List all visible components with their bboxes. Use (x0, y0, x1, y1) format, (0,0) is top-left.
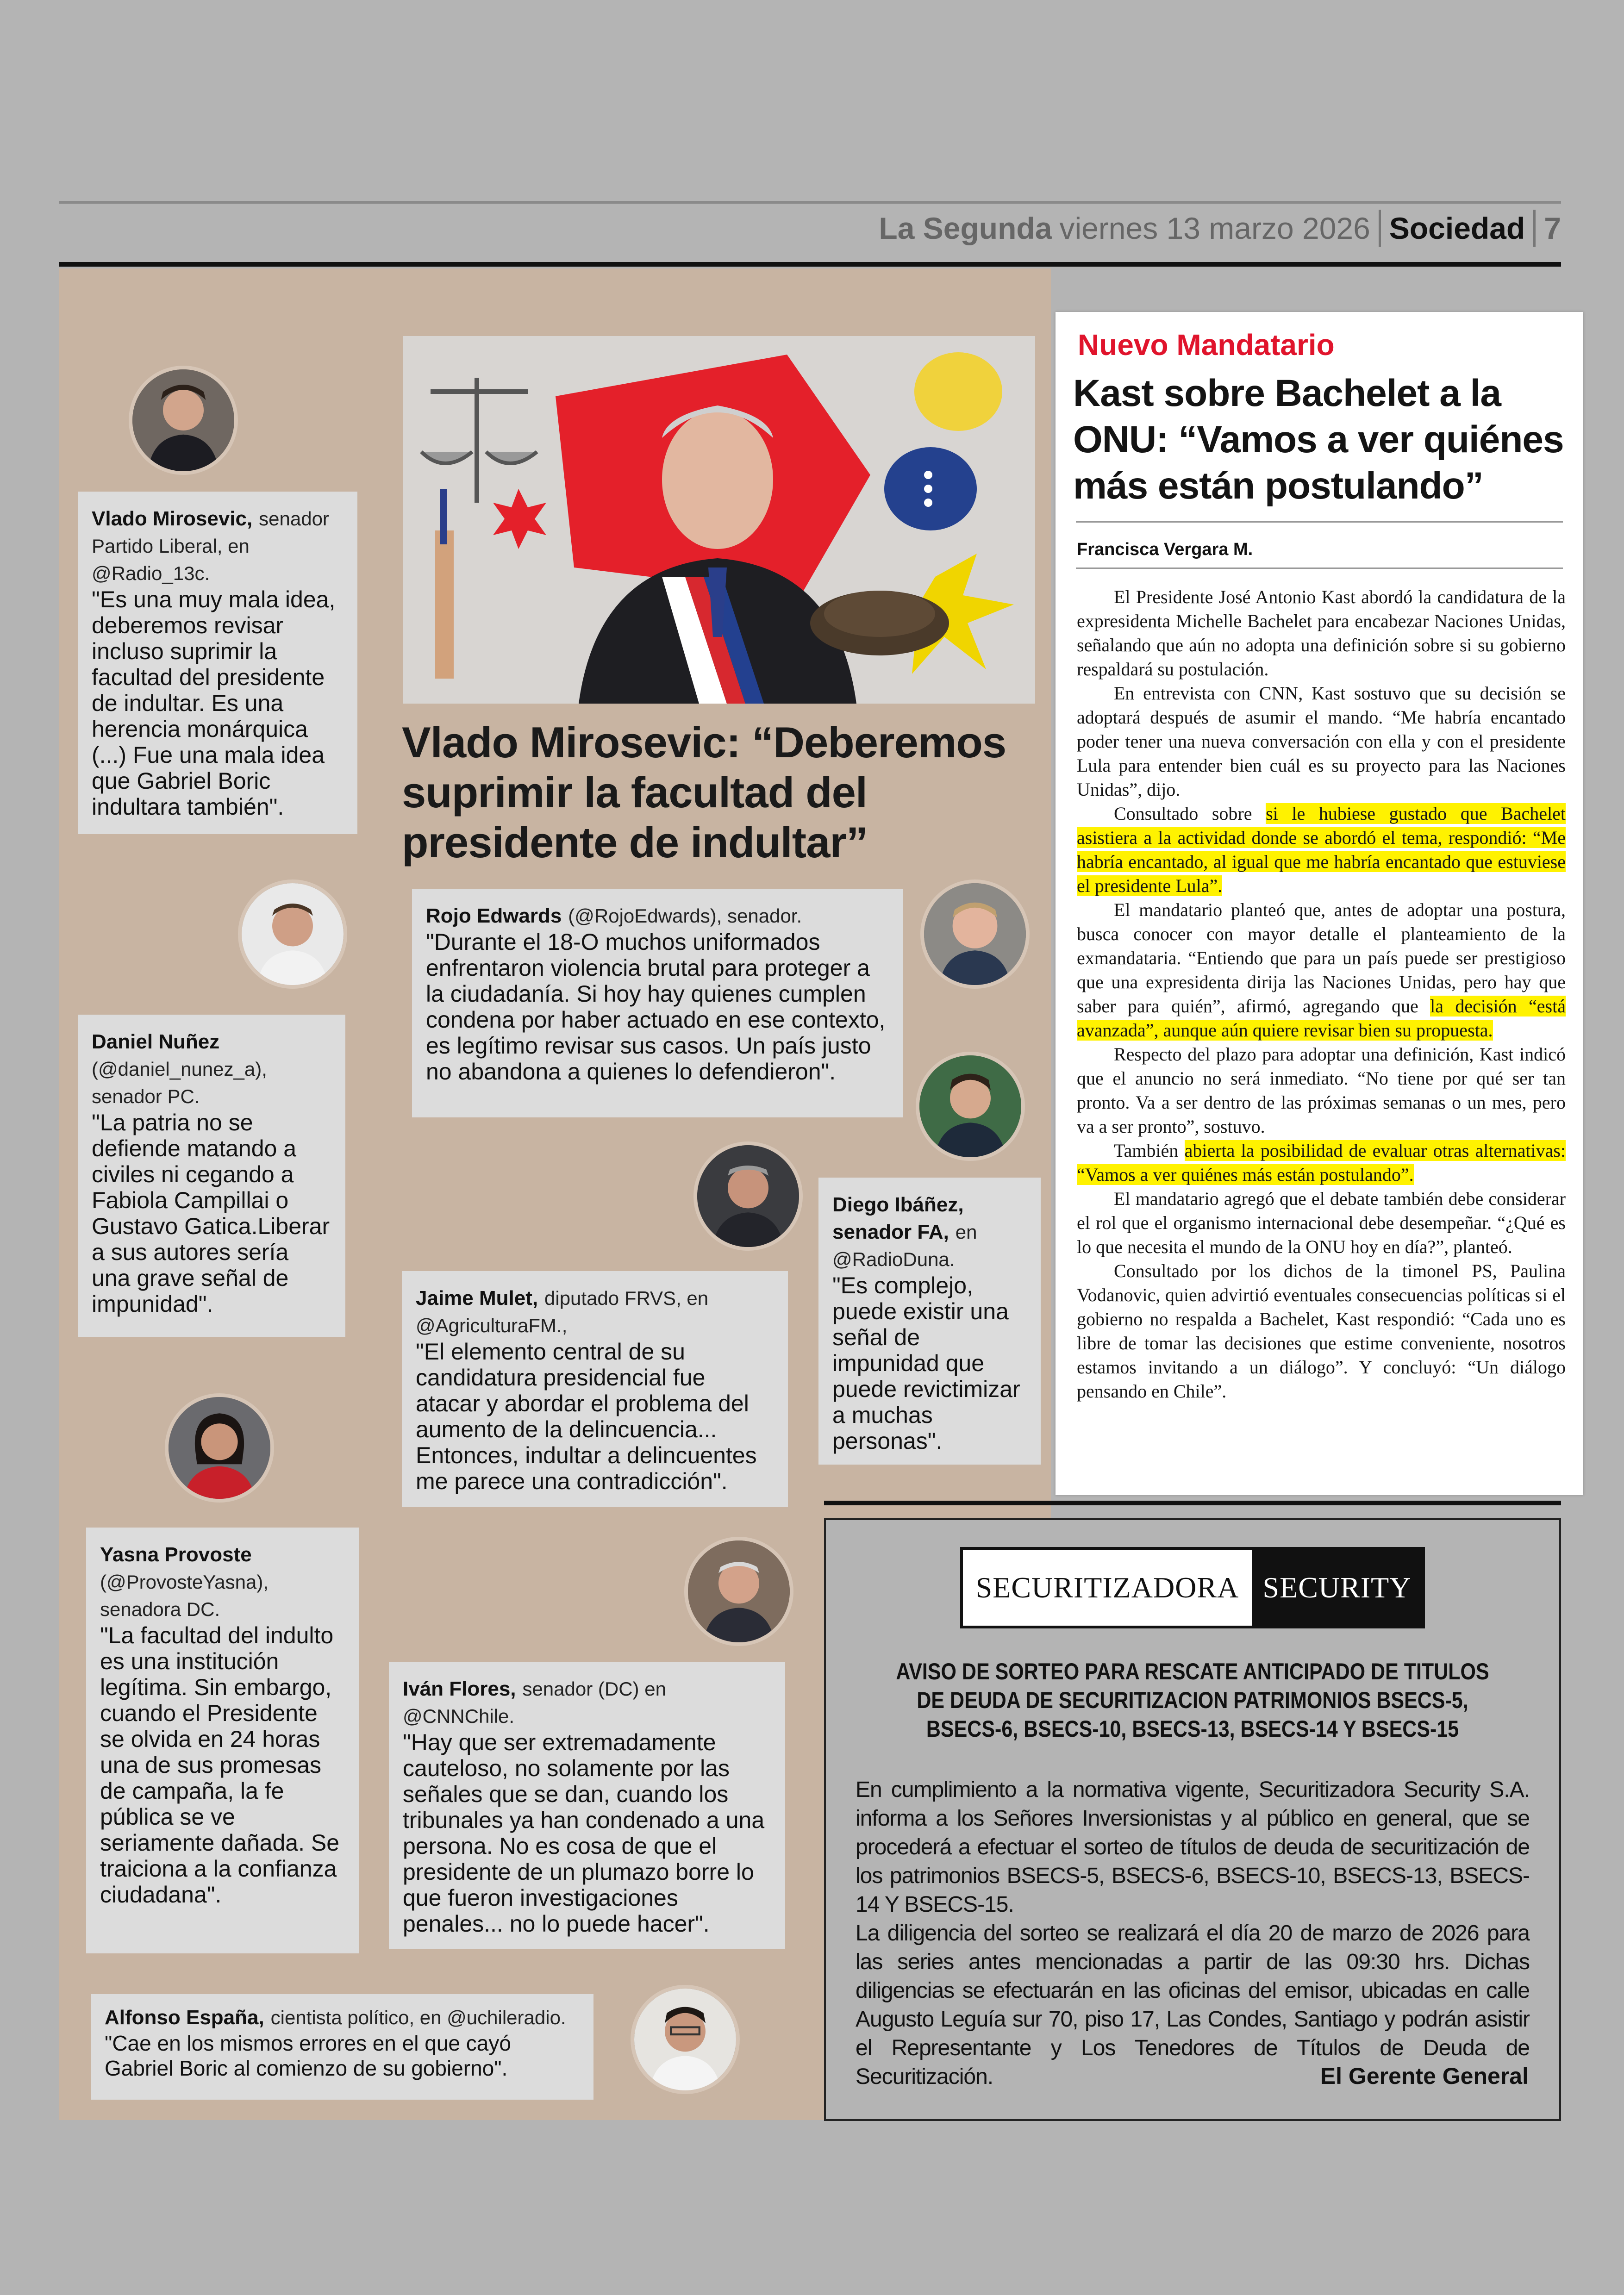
masthead-separator (1533, 210, 1536, 247)
feature-collage-image (403, 336, 1035, 704)
article-byline: Francisca Vergara M. (1077, 540, 1253, 559)
quote-role: en @RadioDuna. (832, 1221, 977, 1270)
article-title: Kast sobre Bachelet a la ONU: “Vamos a ver quiénes más están postulando” (1073, 372, 1564, 507)
quote-role: cientista político, en @uchileradio. (270, 2007, 566, 2028)
article-paragraph: El mandatario agregó que el debate también debe considerar el rol que el organismo internacional debe desempeñar. “¿Qué es lo que necesita el mundo de la ONU hoy en día?”, planteó. (1077, 1188, 1566, 1257)
article-text: Consultado sobre (1114, 803, 1266, 824)
notice-title: AVISO DE SORTEO PARA RESCATE ANTICIPADO DE TITULOS DE DEUDA DE SECURITIZACION PATRIMONIOS BSECS-5, BSECS-6, BSECS-10, BSECS-13, BSECS-14 Y BSECS-15 (896, 1659, 1489, 1742)
article-rule (1076, 568, 1563, 569)
highlighted-text: abierta la posibilidad de evaluar otras alternativas: “Vamos a ver quiénes más están postulando”. (1077, 1140, 1566, 1185)
quote-text: "Cae en los mismos errores en el que cayó Gabriel Boric al comienzo de su gobierno". (105, 2031, 511, 2080)
quote-role: (@ProvosteYasna), senadora DC. (100, 1571, 269, 1620)
quote-bubble-mirosevic (78, 492, 357, 834)
quote-text: "Hay que ser extremadamente cauteloso, no solamente por las señales que se dan, cuando los tribunales ya han condenado a una persona. No es cosa de que el presidente de un plumazo borre lo que fueron investigaciones penales... no lo puede hacer". (403, 1729, 765, 1937)
securitizadora-security-logo (960, 1547, 1425, 1628)
logo-left-text: SECURITIZADORA (963, 1550, 1252, 1626)
issue-date: viernes 13 marzo 2026 (1059, 211, 1370, 245)
section-name: Sociedad (1389, 211, 1525, 245)
section-divider (824, 1501, 1561, 1505)
article-paragraph: Consultado por los dichos de la timonel PS, Paulina Vodanovic, quien advirtió eventuales consecuencias políticas si el gobierno no respalda a Bachelet, Kast respondió: “Cada uno es libre de tomar las decisiones que estime conveniente, nosotros estamos invitando a un diálogo”. Y concluyó: “Un diálogo pensando en Chile”. (1077, 1260, 1566, 1402)
quote-name: Jaime Mulet, (416, 1287, 538, 1310)
article-paragraph: En entrevista con CNN, Kast sostuvo que su decisión se adoptará después de asumir el mando. “Me habría encantado poder tener una nueva conversación con ella y con el presidente Lula para entender bien cuál es su proyecto para las Naciones Unidas”, dijo. (1077, 683, 1566, 800)
quote-role: senador (DC) en @CNNChile. (403, 1678, 666, 1727)
logo-right-text: SECURITY (1252, 1550, 1422, 1626)
article-paragraph: Respecto del plazo para adoptar una definición, Kast indicó que el anuncio no será inmediato. “No tiene por qué ser tan pronto. Va a ser dentro de las próximas semanas o un mes, pero va a ser pronto”, sostuvo. (1077, 1044, 1566, 1137)
highlighted-text: si le hubiese gustado que Bachelet asistiera a la actividad donde se abordó el tema, respondió: “Me habría encantado, al igual que me habría encantado que estuviese el presidente Lula”. (1077, 803, 1566, 896)
header-top-rule (59, 201, 1561, 204)
newspaper-name: La Segunda (879, 211, 1052, 245)
quote-name: Iván Flores, (403, 1678, 516, 1700)
article-paragraph (1077, 802, 1566, 898)
quote-text: "Es una muy mala idea, deberemos revisar incluso suprimir la facultad del presidente de indultar. Es una herencia monárquica (...) Fue una mala idea que Gabriel Boric indultara también". (92, 586, 336, 820)
quote-text: "Durante el 18-O muchos uniformados enfrentaron violencia brutal para proteger a la ciudadanía. Si hoy hay quienes cumplen condena por haber actuado en ese contexto, es legítimo revisar sus casos. Un país justo no abandona a quienes lo defendieron". (426, 929, 886, 1085)
article-rule (1076, 521, 1563, 523)
quote-role: (@RojoEdwards), senador. (568, 905, 802, 927)
article-paragraph (1077, 1139, 1566, 1187)
quote-bubble-flores (389, 1662, 785, 1949)
avatar-vlado-mirosevic (129, 366, 238, 475)
quote-name: Alfonso España, (105, 2006, 264, 2029)
quote-bubble-espana (91, 1994, 593, 2100)
quote-role: senador Partido Liberal, en @Radio_13c. (92, 508, 329, 584)
collage-illustration (403, 336, 1035, 704)
quote-name: Daniel Nuñez (92, 1030, 220, 1053)
highlighted-text: la decisión “está avanzada”, aunque aún quiere revisar bien su propuesta. (1077, 996, 1566, 1041)
article-paragraph: El Presidente José Antonio Kast abordó la candidatura de la expresidenta Michelle Bachelet para encabezar Naciones Unidas, señalando que aún no adopta una definición sobre si su gobierno respaldará su postulación. (1077, 586, 1566, 680)
quote-name: Rojo Edwards (426, 904, 562, 927)
quote-bubble-nunez (78, 1015, 345, 1337)
avatar-yasna-provoste (165, 1393, 274, 1503)
quote-name: Diego Ibáñez, senador FA, (832, 1193, 964, 1243)
article-body (1077, 585, 1566, 1403)
page-number: 7 (1544, 211, 1561, 245)
quote-text: "El elemento central de su candidatura presidencial fue atacar y abordar el problema del aumento de la delincuencia... Entonces, indultar a delincuentes me parece una contradicción". (416, 1339, 757, 1494)
feature-headline: Vlado Mirosevic: “Deberemos suprimir la facultad del presidente de indultar” (402, 718, 1006, 867)
masthead (879, 207, 1561, 249)
avatar-alfonso-espana (631, 1985, 740, 2094)
avatar-ivan-flores (684, 1537, 793, 1646)
quote-role: (@daniel_nunez_a), senador PC. (92, 1058, 267, 1107)
quote-name: Vlado Mirosevic, (92, 507, 253, 530)
quote-role: diputado FRVS, en @AgriculturaFM., (416, 1287, 709, 1336)
quote-bubble-edwards (412, 889, 903, 1117)
notice-paragraph: En cumplimiento a la normativa vigente, Securitizadora Security S.A. informa a los Señores Inversionistas y al público en general, que se procederá a efectuar el sorteo de títulos de deuda de securitización de los patrimonios BSECS-5, BSECS-6, BSECS-10, BSECS-13, BSECS-14 Y BSECS-15. (856, 1777, 1530, 1917)
quote-name: Yasna Provoste (100, 1543, 252, 1566)
article-text: También (1114, 1140, 1185, 1161)
quote-bubble-ibanez (818, 1178, 1041, 1465)
notice-paragraph: La diligencia del sorteo se realizará el día 20 de marzo de 2026 para las series antes mencionadas a partir de las 09:30 hrs. Dichas diligencias se efectuarán en las oficinas del emisor, ubicadas en calle Augusto Leguía sur 70, piso 17, Las Condes, Santiago y podrán asistir el Representante y Los Tenedores de Títulos de Deuda de Securitización. (856, 1921, 1530, 2089)
quote-text: "Es complejo, puede existir una señal de impunidad que puede revictimizar a muchas personas". (832, 1272, 1020, 1454)
article-kicker: Nuevo Mandatario (1078, 328, 1335, 362)
article-text: El mandatario planteó que, antes de adoptar una postura, busca conocer con mayor detalle el planteamiento de la exmandataria. “Entiendo que para un país puede ser prestigioso que una expresidenta dirija las Naciones Unidas, pero hay que saber para quién”, afirmó, agregando que (1077, 899, 1566, 1017)
article-paragraph (1077, 898, 1566, 1042)
avatar-diego-ibanez (916, 1052, 1025, 1161)
header-thick-rule (59, 262, 1561, 267)
masthead-separator (1379, 210, 1381, 247)
avatar-rojo-edwards (920, 879, 1030, 989)
notice-signer: El Gerente General (1320, 2063, 1529, 2089)
quote-bubble-provoste (86, 1528, 359, 1953)
quote-text: "La facultad del indulto es una institución legítima. Sin embargo, cuando el Presidente se olvida en 24 horas una de sus promesas de campaña, la fe pública se ve seriamente dañada. Se traiciona a la confianza ciudadana". (100, 1622, 340, 1908)
quote-bubble-mulet (402, 1271, 788, 1507)
quote-text: "La patria no se defiende matando a civiles ni cegando a Fabiola Campillai o Gustavo Gatica.Liberar a sus autores sería una grave señal de impunidad". (92, 1110, 330, 1317)
avatar-daniel-nunez (238, 879, 347, 989)
avatar-jaime-mulet (693, 1141, 803, 1251)
